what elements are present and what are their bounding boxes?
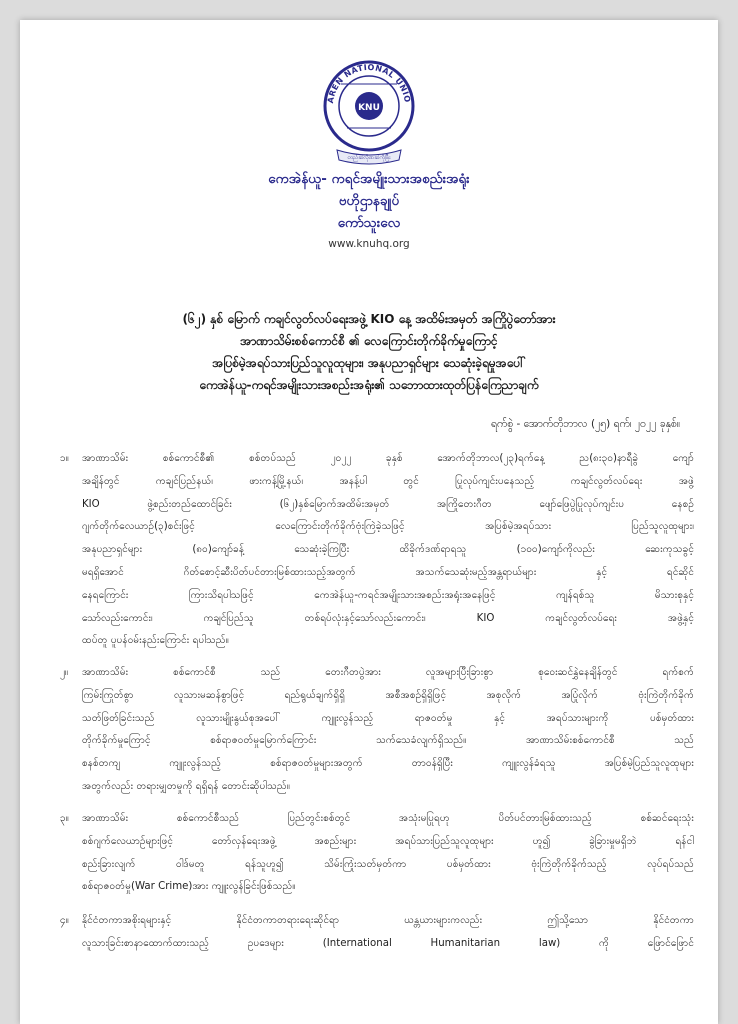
paragraph-line: နိုင်ငံတကာအစိုးရများနှင့် နိုင်ငံတကာတရားရေးဆိုင်ရာ ယန္တယားများကလည်း ဤသို့သော နိုင်ငံတကာ <box>82 915 694 926</box>
org-location: ကော်သူးလေ <box>337 215 401 231</box>
paragraph-line: နေရကြောင်း ကြားသိရပါသဖြင့် ကေအဲန်ယူ-ကရင်အမျိုးသားအစည်းအရုံးအနေဖြင့် ကျန်ရစ်သူ မိသားစုနှင့် <box>82 589 694 601</box>
letterhead <box>20 168 718 254</box>
paragraph-line: စစ်ရာဇဝတ်မှု(War Crime)အား ကျူးလွန်ခြင်းဖြစ်သည်။ <box>82 881 296 893</box>
paragraph-3 <box>60 808 694 899</box>
paragraph-line: အာဏာသိမ်း စစ်ကောင်စီ သည် တေးဂီတပွဲအား လူအများပြီးခြားစွာ စုဝေးဆင်နွှဲနေချိန်တွင် ရက်စက် <box>82 667 694 678</box>
knu-logo <box>319 56 419 166</box>
paragraph-number: ၃။ <box>60 813 69 824</box>
title-line: အပြစ်မဲ့အရပ်သားပြည်သူလူထုများ၊ အနုပညာရှင်များ သေဆုံးခဲ့ရမှုအပေါ် <box>212 356 526 370</box>
statement-title <box>60 308 678 396</box>
paragraph-2 <box>60 662 694 799</box>
paragraph-line: စည်းခြားလျက် ဝါဒ်မတူ ရန်သူဟူ၍ သိမ်းကြုံးသတ်မှတ်ကာ ပစ်မှတ်ထား ဗုံးကြဲတိုက်ခိုက်သည့် လုပ်ရပ်သည် <box>82 858 694 870</box>
paragraph-line: KIO ဖွဲ့စည်းတည်ထောင်ခြင်း (၆၂)နှစ်မြောက်အထိမ်းအမှတ် အကြိုတေးဂီတ ဖျော်ဖြေပွဲပြုလုပ်ကျင်းပ နေစဉ် <box>82 498 694 510</box>
paragraph-line: အာဏာသိမ်း စစ်ကောင်စီ၏ စစ်တပ်သည် ၂၀၂၂ ခုနှစ် အောက်တိုဘာလ(၂၃)ရက်နေ့ ည(၈း၃၀)နာရီခွဲ ကျော် <box>82 453 694 464</box>
paragraph-line: စနစ်တကျ ကျူးလွန်သည့် စစ်ရာဇဝတ်မှုများအတွက် တာဝန်ရှိပြီး ကျူးလွန်ခံရသူ အပြစ်မဲ့ပြည်သူလူထုများ <box>82 758 694 770</box>
paragraph-line: လူသားခြင်းစာနာထောက်ထားသည့် ဥပဒေများ (International Humanitarian law) ကို ဖြောင်ဖြောင် <box>82 937 694 949</box>
knu-seal-icon <box>319 56 419 166</box>
title-line: အာဏာသိမ်းစစ်ကောင်စီ ၏ လေကြောင်းတိုက်ခိုက်မှုကြောင့် <box>240 334 498 348</box>
paragraph-line: စစ်ဂျက်လေယာဉ်များဖြင့် တော်လှန်ရေးအဖွဲ့ အစည်းများ အရပ်သားပြည်သူလူထုများ ဟူ၍ ခွဲခြားမှုမရှိဘဲ ရန်ငါ <box>82 835 694 847</box>
logo-banner-text: တည်ဆဲလိုဏဆဲကိုဖြီး <box>347 155 391 161</box>
paragraph-line: အချိန်တွင် ကချင်ပြည်နယ်၊ ဖားကန့်မြို့နယ်၊ အနန့်ပါ တွင် ပြုလုပ်ကျင်းပနေသည့် ကချင်လွတ်လပ်ရေး အဖွဲ့ <box>82 475 694 487</box>
paragraph-line: မရရှိအောင် ဂိတ်စောင့်ဆီးပိတ်ပင်တားမြစ်ထားသည့်အတွက် အသက်သေဆုံးမည့်အန္တရာယ်များ နှင့် ရင်ဆိုင် <box>82 566 694 578</box>
org-name: ကေအဲန်ယူ- ကရင်အမျိုးသားအစည်းအရုံး <box>268 171 470 187</box>
document-page <box>20 20 718 1024</box>
paragraph-number: ၂။ <box>60 667 69 678</box>
statement-date: ရက်စွဲ - အောက်တိုဘာလ (၂၅) ရက်၊ ၂၀၂၂ ခုနှစ်။ <box>490 418 680 430</box>
paragraph-line: ကြမ်းကြုတ်စွာ လူသားမဆန်စွာဖြင့် ရည်ရွယ်ချက်ရှိရှိ အစီအစဉ်ရှိရှိဖြင့် အစုလိုက် အပြုံလိုက် ဗုံးကြဲတိုက်ခိုက် <box>82 689 694 701</box>
logo-ring-text: AREN NATIONAL UNIO <box>326 62 412 104</box>
paragraph-number: ၄။ <box>60 915 69 926</box>
paragraph-line: ဂျက်တိုက်လေယာဉ်(၃)စင်းဖြင့် လေကြောင်းတိုက်ခိုက်ဗုံးကြဲခဲ့သဖြင့် အပြစ်မဲ့အရပ်သား ပြည်သူလူထုများ၊ <box>82 521 694 533</box>
title-line: (၆၂) နှစ် မြောက် ကချင်လွတ်လပ်ရေးအဖွဲ့ KIO နေ့ အထိမ်းအမှတ် အကြိုပွဲတော်အား <box>182 312 556 326</box>
logo-center-text: KNU <box>358 103 380 113</box>
org-headquarters: ဗဟိုဌာနချုပ် <box>338 193 400 209</box>
paragraph-line: အတွက်လည်း တရားမျှတမှုကို ရရှိရန် တောင်းဆိုပါသည်။ <box>82 780 290 792</box>
website-link[interactable]: www.knuhq.org <box>328 238 410 250</box>
paragraph-line: တိုက်ခိုက်မှုကြောင့် စစ်ရာဇဝတ်မှုမြောက်ကြောင်း သက်သေခံလျက်ရှိသည်။ အာဏာသိမ်းစစ်ကောင်စီ သည် <box>82 735 694 747</box>
title-line: ကေအဲန်ယူ-ကရင်အမျိုးသားအစည်းအရုံး၏ သဘောထားထုတ်ပြန်ကြေညာချက် <box>199 378 539 392</box>
paragraph-number: ၁။ <box>60 453 69 464</box>
paragraph-4 <box>60 910 694 956</box>
paragraph-1 <box>60 448 694 653</box>
paragraph-line: အနုပညာရှင်များ (၈၀)ကျော်ခန့် သေဆုံးခဲ့ကြပြီး ထိခိုက်ဒဏ်ရာရသူ (၁၀၀)ကျော်ကိုလည်း ဆေးကုသခွင့် <box>82 544 694 556</box>
paragraph-line: သော်လည်းကောင်း၊ ကချင်ပြည်သူ တစ်ရပ်လုံးနှင့်သော်လည်းကောင်း၊ KIO ကချင်လွတ်လပ်ရေး အဖွဲ့နှင့် <box>82 612 694 624</box>
paragraph-line: အာဏာသိမ်း စစ်ကောင်စီသည် ပြည်တွင်းစစ်တွင် အသုံးမပြုရဟု ပိတ်ပင်တားမြစ်ထားသည့် စစ်ဆင်ရေးသုံး <box>82 813 694 824</box>
paragraph-line: ထပ်တူ ပူပန်ဝမ်းနည်းကြောင်း ရပါသည်။ <box>82 635 229 647</box>
paragraph-line: သတ်ဖြတ်ခြင်းသည် လူသားမျိုးနွယ်စုအပေါ် ကျူးလွန်သည့် ရာဇဝတ်မှု နှင့် အရပ်သားများကို ပစ်မှတ်ထား <box>82 712 694 724</box>
